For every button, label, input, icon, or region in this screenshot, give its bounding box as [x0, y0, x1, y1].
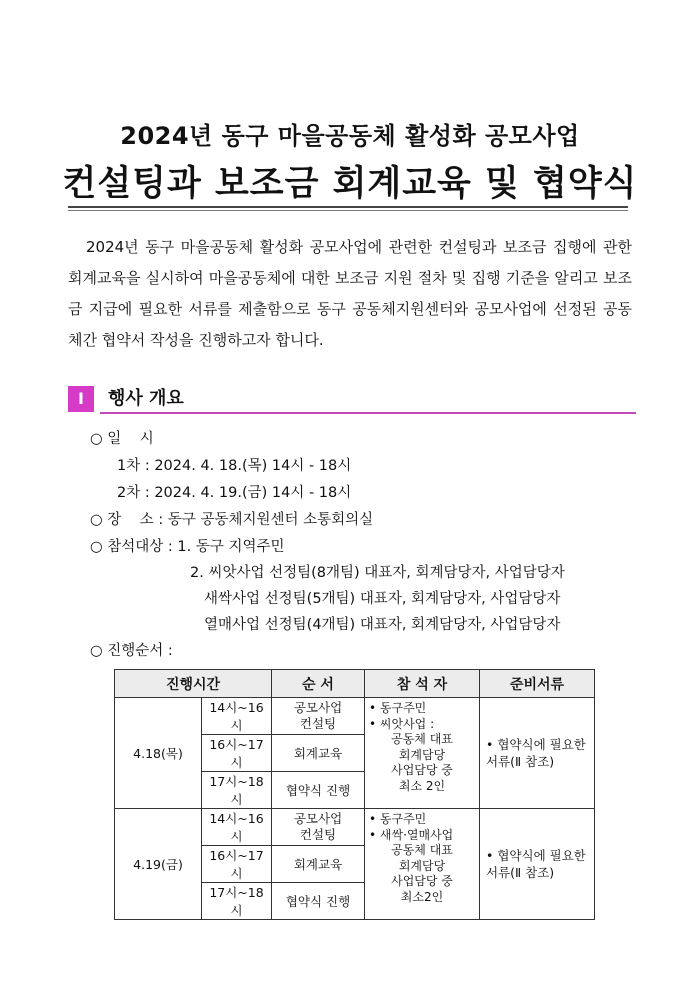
day1-time-1: 14시~16시 — [202, 698, 272, 735]
day2-attendee-5: 사업담당 중 — [391, 874, 453, 888]
order-label: ○ 진행순서 : — [90, 643, 173, 659]
title-rule-thin — [68, 210, 628, 211]
day1-item-1b: 컨설팅 — [299, 716, 337, 731]
day2-item-1 — [272, 809, 365, 846]
date-label: ○ 일 시 — [90, 431, 154, 447]
section-number-badge: Ⅰ — [68, 386, 94, 412]
target-line: ○ 참석대상 : 1. 동구 지역주민 — [90, 539, 285, 555]
day1-attendee-3: 공동체 대표 — [391, 732, 453, 746]
day2-time-2: 16시~17시 — [202, 846, 272, 883]
day1-item-1 — [272, 698, 365, 735]
day2-attendee-2: • 새싹·열매사업 — [369, 827, 454, 842]
section-rule — [100, 412, 636, 414]
day1-attendee-2: • 씨앗사업 : — [369, 716, 435, 731]
day1-attendee-6: 최소 2인 — [398, 778, 446, 793]
day2-date: 4.19(금) — [115, 809, 202, 920]
day1-item-1a: 공모사업 — [293, 700, 343, 715]
day2-time-3: 17시~18시 — [202, 883, 272, 920]
day2-docs: • 협약식에 필요한 서류(Ⅱ 참조) — [480, 809, 595, 920]
header-attendees: 참 석 자 — [365, 670, 480, 698]
day2-time-1: 14시~16시 — [202, 809, 272, 846]
day2-attendee-3: 공동체 대표 — [391, 843, 453, 857]
intro-paragraph: 2024년 동구 마을공동체 활성화 공모사업에 관련한 컨설팅과 보조금 집행에 관한 회계교육을 실시하여 마을공동체에 대한 보조금 지원 절차 및 집행 기준을 알리고 보조금 지급에 필요한 서류를 제출함으로 동구 공동체지원센터와 공모사업에 선정된 공동체간 협약서 작성을 진행하고자 합니다. — [68, 238, 632, 349]
day1-attendees — [365, 698, 480, 809]
header-order: 순 서 — [272, 670, 365, 698]
header-docs: 준비서류 — [480, 670, 595, 698]
schedule-table — [114, 669, 595, 920]
target-line-3: 새싹사업 선정팀(5개팀) 대표자, 회계담당자, 사업담당자 — [204, 591, 561, 607]
target-line-2: 2. 씨앗사업 선정팀(8개팀) 대표자, 회계담당자, 사업담당자 — [190, 565, 565, 581]
day2-item-1b: 컨설팅 — [299, 827, 337, 842]
day2-attendee-6: 최소2인 — [400, 889, 444, 904]
day2-item-2: 회계교육 — [272, 846, 365, 883]
section-title: 행사 개요 — [108, 388, 184, 409]
table-row — [115, 809, 595, 846]
title-line-1: 2024년 동구 마을공동체 활성화 공모사업 — [120, 122, 580, 150]
title-line-2: 컨설팅과 보조금 회계교육 및 협약식 — [62, 164, 638, 204]
day1-docs: • 협약식에 필요한 서류(Ⅱ 참조) — [480, 698, 595, 809]
day2-attendee-4: 회계담당 — [398, 858, 446, 873]
day1-time-2: 16시~17시 — [202, 735, 272, 772]
date-second: 2차 : 2024. 4. 19.(금) 14시 - 18시 — [117, 485, 352, 501]
day1-attendee-4: 회계담당 — [398, 747, 446, 762]
day1-attendee-1: • 동구주민 — [369, 701, 427, 715]
day2-item-3: 협약식 진행 — [272, 883, 365, 920]
table-header-row — [115, 670, 595, 698]
day1-item-3: 협약식 진행 — [272, 772, 365, 809]
day1-date: 4.18(목) — [115, 698, 202, 809]
date-first: 1차 : 2024. 4. 18.(목) 14시 - 18시 — [117, 458, 352, 474]
table-row — [115, 698, 595, 735]
header-time: 진행시간 — [115, 670, 272, 698]
day2-attendee-1: • 동구주민 — [369, 812, 427, 826]
day1-item-2: 회계교육 — [272, 735, 365, 772]
target-line-4: 열매사업 선정팀(4개팀) 대표자, 회계담당자, 사업담당자 — [204, 617, 561, 633]
day1-attendee-5: 사업담당 중 — [391, 763, 453, 777]
day2-item-1a: 공모사업 — [293, 811, 343, 826]
day2-attendees — [365, 809, 480, 920]
title-rule-thick — [68, 206, 628, 208]
place-line: ○ 장 소 : 동구 공동체지원센터 소통회의실 — [90, 512, 374, 528]
day1-time-3: 17시~18시 — [202, 772, 272, 809]
